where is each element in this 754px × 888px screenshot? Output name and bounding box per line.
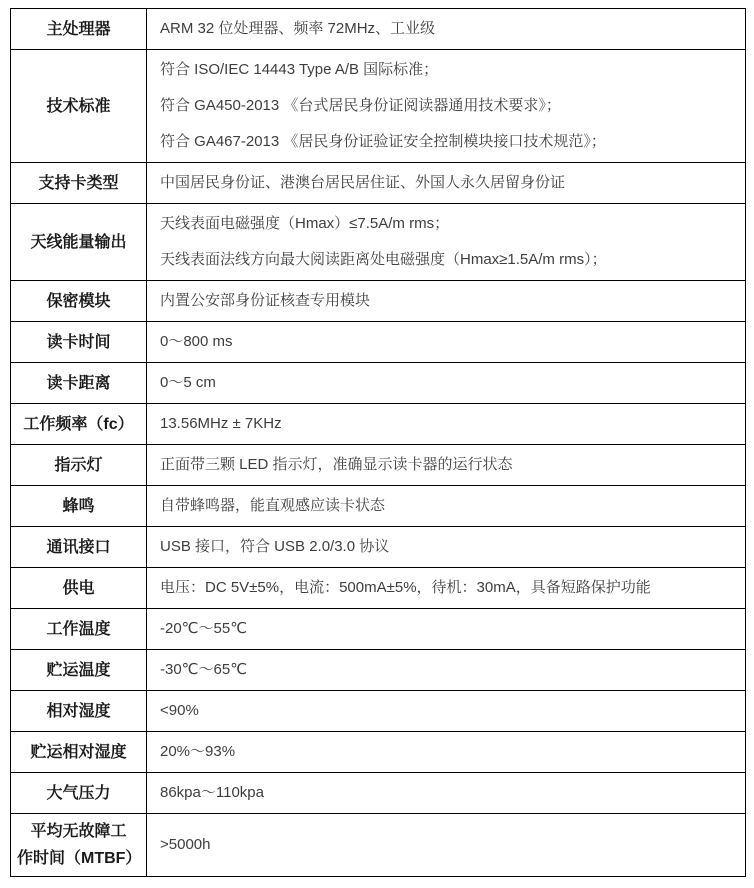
spec-value-line: -30℃～65℃ [160, 661, 248, 678]
spec-value [147, 163, 746, 204]
spec-value [147, 9, 746, 50]
table-row [11, 650, 746, 691]
spec-value-line: 0～800 ms [160, 333, 233, 350]
spec-label-line: 蜂鸣 [62, 497, 95, 515]
spec-label [11, 204, 147, 281]
table-row [11, 404, 746, 445]
spec-label [11, 691, 147, 732]
spec-label [11, 50, 147, 163]
spec-value-line: -20℃～55℃ [160, 620, 248, 637]
spec-table-body [11, 9, 746, 877]
spec-value [147, 486, 746, 527]
spec-label-line: 保密模块 [46, 292, 111, 310]
table-row [11, 814, 746, 877]
spec-value-line: USB 接口，符合 USB 2.0/3.0 协议 [160, 538, 390, 555]
spec-label-line: 工作温度 [46, 620, 111, 638]
spec-label-line: 贮运相对湿度 [30, 743, 127, 761]
table-row [11, 445, 746, 486]
spec-label [11, 568, 147, 609]
spec-label [11, 281, 147, 322]
spec-value [147, 445, 746, 486]
spec-value [147, 363, 746, 404]
table-row [11, 773, 746, 814]
spec-value-line: 自带蜂鸣器，能直观感应读卡状态 [160, 497, 386, 514]
table-row [11, 322, 746, 363]
table-row [11, 609, 746, 650]
spec-label [11, 732, 147, 773]
spec-value-line: 天线表面电磁强度（Hmax）≤7.5A/m rms； [160, 215, 450, 232]
spec-label-line: 作时间（MTBF） [17, 850, 142, 867]
table-row [11, 363, 746, 404]
spec-label-line: 技术标准 [46, 97, 111, 115]
table-row [11, 691, 746, 732]
spec-value-line: 天线表面法线方向最大阅读距离处电磁强度（Hmax≥1.5A/m rms）； [160, 251, 607, 268]
spec-value-line: 中国居民身份证、港澳台居民居住证、外国人永久居留身份证 [160, 174, 566, 191]
spec-value [147, 568, 746, 609]
spec-label-line: 读卡距离 [46, 374, 111, 392]
spec-value-line: 0～5 cm [160, 374, 216, 391]
spec-label-line: 支持卡类型 [38, 174, 119, 192]
spec-label [11, 814, 147, 877]
spec-label-line: 大气压力 [46, 784, 111, 802]
spec-label [11, 404, 147, 445]
spec-value [147, 527, 746, 568]
spec-label [11, 163, 147, 204]
spec-label [11, 773, 147, 814]
spec-label-line: 供电 [62, 579, 95, 597]
spec-label-line: 贮运温度 [46, 661, 111, 679]
table-row [11, 281, 746, 322]
spec-value [147, 404, 746, 445]
spec-value-line: 20%～93% [160, 743, 236, 760]
spec-value [147, 609, 746, 650]
spec-label-line: 工作频率（fc） [23, 415, 134, 433]
table-row [11, 527, 746, 568]
spec-value [147, 50, 746, 163]
spec-value [147, 691, 746, 732]
spec-value [147, 773, 746, 814]
spec-value-line: 符合 GA467-2013 《居民身份证验证安全控制模块接口技术规范》； [160, 133, 606, 150]
spec-value-line: 符合 ISO/IEC 14443 Type A/B 国际标准； [160, 61, 439, 78]
spec-label [11, 527, 147, 568]
spec-label-line: 天线能量输出 [30, 233, 127, 251]
spec-table [10, 8, 746, 877]
spec-value [147, 814, 746, 877]
table-row [11, 486, 746, 527]
spec-label-line: 相对湿度 [46, 702, 111, 720]
spec-value-line: 内置公安部身份证核查专用模块 [160, 292, 371, 309]
spec-value-line: 86kpa～110kpa [160, 784, 264, 801]
spec-value [147, 650, 746, 691]
spec-label [11, 650, 147, 691]
spec-value [147, 204, 746, 281]
spec-label [11, 445, 147, 486]
spec-value-line: 13.56MHz ± 7KHz [160, 415, 282, 432]
spec-label-line: 通讯接口 [46, 538, 111, 556]
spec-label [11, 9, 147, 50]
spec-value [147, 281, 746, 322]
table-row [11, 204, 746, 281]
table-row [11, 50, 746, 163]
table-row [11, 163, 746, 204]
spec-value-line: <90% [160, 702, 199, 719]
table-row [11, 732, 746, 773]
spec-label-line: 平均无故障工 [30, 823, 127, 840]
spec-value-line: 正面带三颗 LED 指示灯，准确显示读卡器的运行状态 [160, 456, 513, 473]
spec-label [11, 486, 147, 527]
spec-value-line: >5000h [160, 836, 211, 853]
spec-label [11, 609, 147, 650]
table-row [11, 9, 746, 50]
spec-value-line: 符合 GA450-2013 《台式居民身份证阅读器通用技术要求》； [160, 97, 561, 114]
spec-label-line: 读卡时间 [46, 333, 111, 351]
table-row [11, 568, 746, 609]
spec-value-line: ARM 32 位处理器、频率 72MHz、工业级 [160, 20, 436, 37]
spec-label-line: 指示灯 [54, 456, 103, 474]
spec-label-line: 主处理器 [46, 20, 111, 38]
spec-value [147, 732, 746, 773]
spec-label [11, 363, 147, 404]
spec-value-line: 电压：DC 5V±5%，电流：500mA±5%，待机：30mA，具备短路保护功能 [160, 579, 651, 596]
spec-value [147, 322, 746, 363]
spec-label [11, 322, 147, 363]
